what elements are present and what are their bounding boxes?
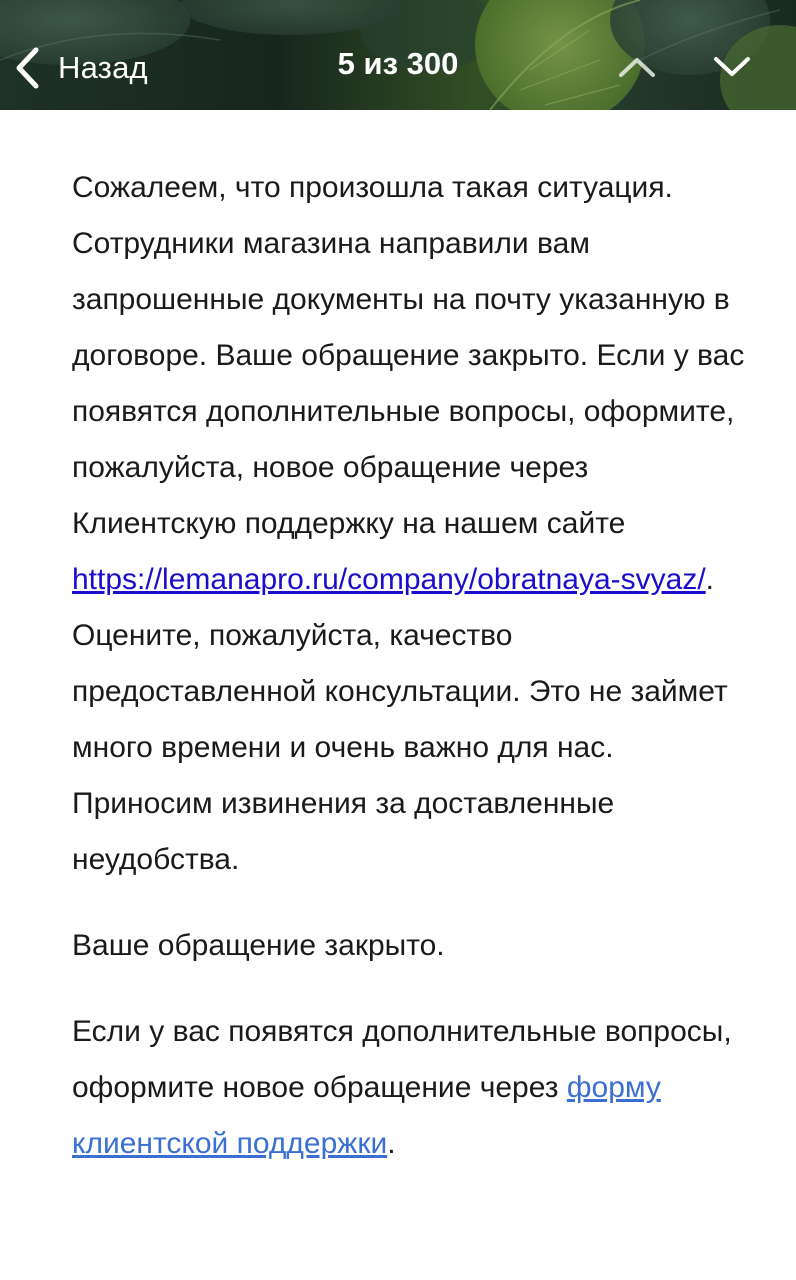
previous-message-button[interactable] [615,48,659,86]
feedback-page-link[interactable]: https://lemanapro.ru/company/obratnaya-svyaz/ [72,563,706,596]
support-form-link[interactable]: форму клиентской поддержки [72,1071,661,1160]
paragraph-text: . Оцените, пожалуйста, качество предоставленной консультации. Это не займет много времени и очень важно для нас. Приносим извинения за доставленные неудобства. [72,563,728,876]
paragraph-text: Ваше обращение закрыто. [72,929,445,962]
top-bar [0,0,796,110]
next-message-button[interactable] [710,48,754,86]
chevron-up-icon [617,55,657,79]
message-paragraph [72,918,752,974]
chevron-down-icon [712,55,752,79]
paragraph-text: Сожалеем, что произошла такая ситуация. Сотрудники магазина направили вам запрошенные документы на почту указанную в договоре. Ваше обращение закрыто. Если у вас появятся дополнительные вопросы, оформите, пожалуйста, новое обращение через Клиентскую поддержку на нашем сайте [72,171,745,540]
back-label: Назад [58,50,148,85]
message-paragraph [72,1004,752,1172]
paragraph-text: Если у вас появятся дополнительные вопросы, оформите новое обращение через [72,1015,732,1104]
back-button[interactable] [14,40,148,96]
message-body [72,160,752,1172]
counter-text: 5 из 300 [337,46,459,81]
message-paragraph [72,160,752,888]
chevron-left-icon [14,46,42,90]
paragraph-text: . [387,1127,396,1160]
